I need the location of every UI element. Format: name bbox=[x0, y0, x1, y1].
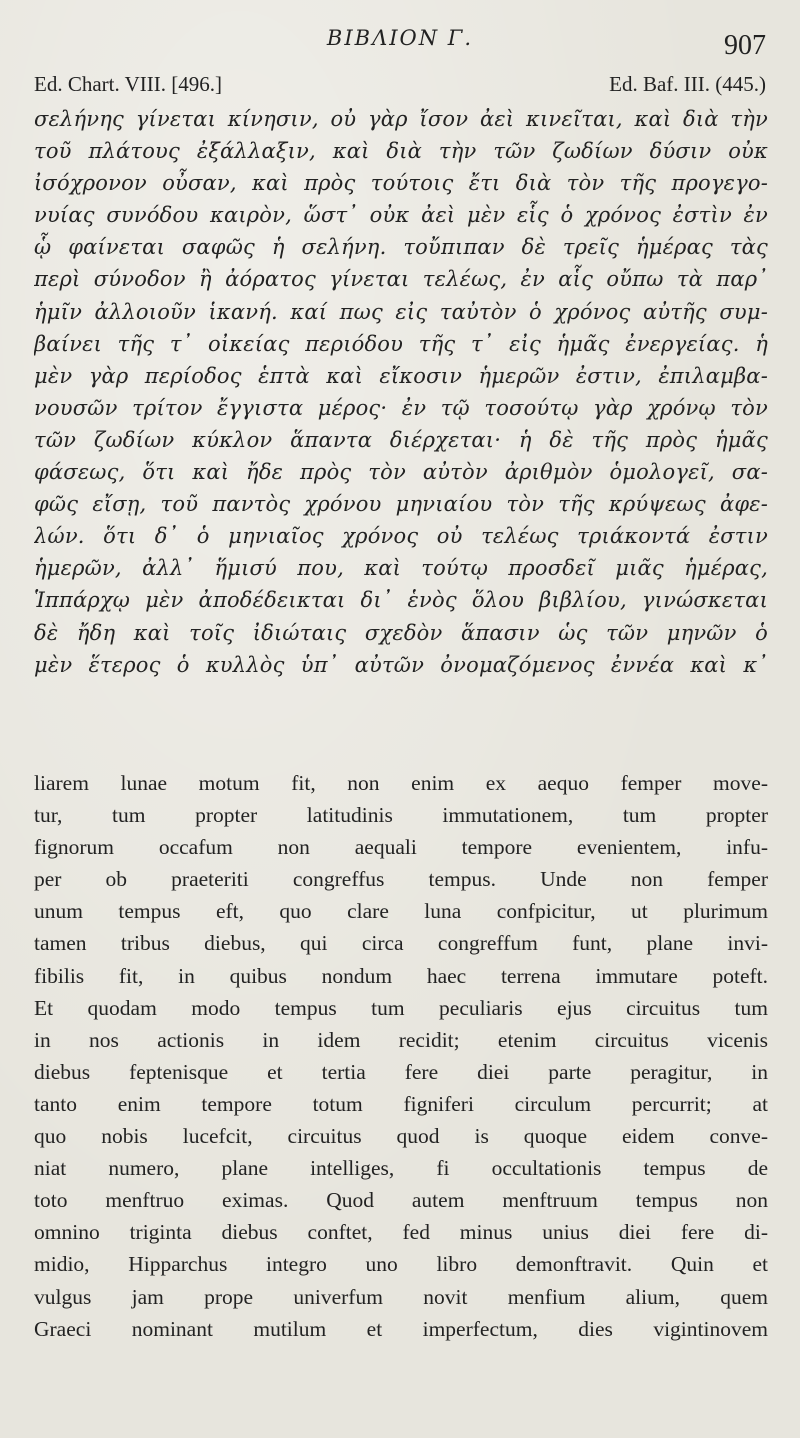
latin-line: vulgus jam prope univerfum novit menfium alium, quem bbox=[34, 1284, 768, 1309]
latin-line: fignorum occafum non aequali tempore evenientem, infu- bbox=[34, 835, 768, 860]
latin-line: niat numero, plane intelliges, fi occultationis tempus de bbox=[34, 1156, 768, 1181]
greek-line: περὶ σύνοδον ἢ ἀόρατος γίνεται τελέως, ἐν αἷς οὔπω τὰ παρ᾽ bbox=[34, 267, 768, 292]
greek-line: φάσεως, ὅτι καὶ ἤδε πρὸς τὸν αὐτὸν ἀριθμὸν ὁμολογεῖ, σα- bbox=[34, 460, 768, 485]
greek-line: σελήνης γίνεται κίνησιν, οὐ γὰρ ἴσον ἀεὶ κινεῖται, καὶ διὰ τὴν bbox=[34, 107, 768, 131]
greek-line: νυίας συνόδου καιρὸν, ὥστ᾽ οὐκ ἀεὶ μὲν εἷς ὁ χρόνος ἐστὶν ἐν bbox=[34, 203, 768, 228]
greek-line: βαίνει τῆς τ᾽ οἰκείας περιόδου τῆς τ᾽ εἰς ἡμᾶς ἐνεργείας. ἡ bbox=[34, 331, 768, 356]
greek-line: δὲ ἤδη καὶ τοῖς ἰδιώταις σχεδὸν ἅπασιν ὡς τῶν μηνῶν ὁ bbox=[34, 620, 768, 645]
latin-line: omnino triginta diebus conftet, fed minus unius diei fere di- bbox=[34, 1220, 768, 1245]
greek-line: ᾧ φαίνεται σαφῶς ἡ σελήνη. τοὔπιπαν δὲ τρεῖς ἡμέρας τὰς bbox=[34, 235, 768, 260]
latin-line: tanto enim tempore totum figniferi circulum percurrit; at bbox=[34, 1091, 768, 1116]
greek-line: ἡμῖν ἀλλοιοῦν ἱκανή. καί πως εἰς ταὐτὸν ὁ χρόνος αὐτῆς συμ- bbox=[34, 299, 768, 324]
greek-line: ἡμερῶν, ἀλλ᾽ ἥμισύ που, καὶ τούτῳ προσδεῖ μιᾶς ἡμέρας, bbox=[34, 556, 768, 581]
greek-line: μὲν γὰρ περίοδος ἑπτὰ καὶ εἴκοσιν ἡμερῶν ἐστιν, ἐπιλαμβα- bbox=[34, 363, 768, 388]
greek-line: λών. ὅτι δ᾽ ὁ μηνιαῖος χρόνος οὐ τελέως τριάκοντά ἐστιν bbox=[34, 524, 768, 549]
greek-text-block bbox=[34, 103, 768, 681]
latin-line: liarem lunae motum fit, non enim ex aequo femper move- bbox=[34, 771, 768, 795]
greek-line: ἰσόχρονον οὖσαν, καὶ πρὸς τούτοις ἔτι διὰ τὸν τῆς προγεγο- bbox=[34, 171, 768, 196]
greek-line: νουσῶν τρίτον ἔγγιστα μέρος· ἐν τῷ τοσούτῳ γὰρ χρόνῳ τὸν bbox=[34, 395, 768, 420]
latin-line: midio, Hipparchus integro uno libro demonftravit. Quin et bbox=[34, 1252, 768, 1277]
edition-basel-ref: Ed. Baf. III. (445.) bbox=[609, 72, 766, 96]
latin-line: fibilis fit, in quibus nondum haec terrena immutare poteft. bbox=[34, 963, 768, 988]
edition-chartier-ref: Ed. Chart. VIII. [496.] bbox=[34, 72, 222, 96]
page-number: 907 bbox=[724, 30, 766, 61]
latin-text-block bbox=[34, 767, 768, 1345]
greek-line: Ἱππάρχῳ μὲν ἀποδέδεικται δι᾽ ἑνὸς ὅλου βιβλίου, γινώσκεται bbox=[34, 588, 768, 613]
latin-line: tamen tribus diebus, qui circa congreffum funt, plane invi- bbox=[34, 931, 768, 956]
latin-line: quo nobis lucefcit, circuitus quod is quoque eidem conve- bbox=[34, 1124, 768, 1149]
greek-line: τοῦ πλάτους ἐξάλλαξιν, καὶ διὰ τὴν τῶν ζωδίων δύσιν οὐκ bbox=[34, 139, 768, 164]
greek-line: τῶν ζωδίων κύκλον ἅπαντα διέρχεται· ἡ δὲ τῆς πρὸς ἡμᾶς bbox=[34, 427, 768, 452]
latin-line: toto menftruo eximas. Quod autem menftruum tempus non bbox=[34, 1188, 768, 1213]
edition-reference-line bbox=[34, 72, 766, 100]
latin-line: unum tempus eft, quo clare luna confpicitur, ut plurimum bbox=[34, 899, 768, 924]
latin-line: in nos actionis in idem recidit; etenim circuitus vicenis bbox=[34, 1027, 768, 1052]
latin-line: tur, tum propter latitudinis immutationem, tum propter bbox=[34, 803, 768, 828]
greek-line: φῶς εἴσῃ, τοῦ παντὸς χρόνου μηνιαίου τὸν τῆς κρύψεως ἀφε- bbox=[34, 492, 768, 517]
greek-line: μὲν ἕτερος ὁ κυλλὸς ὑπ᾽ αὐτῶν ὀνομαζόμενος ἐννέα καὶ κ᾽ bbox=[34, 652, 768, 677]
latin-line: Et quodam modo tempus tum peculiaris ejus circuitus tum bbox=[34, 995, 768, 1020]
latin-line: per ob praeteriti congreffus tempus. Unde non femper bbox=[34, 867, 768, 892]
latin-line: diebus feptenisque et tertia fere diei parte peragitur, in bbox=[34, 1059, 768, 1084]
running-head: BIBΛΙΟΝ Γ. bbox=[326, 26, 474, 50]
latin-line: Graeci nominant mutilum et imperfectum, dies vigintinovem bbox=[34, 1316, 768, 1341]
